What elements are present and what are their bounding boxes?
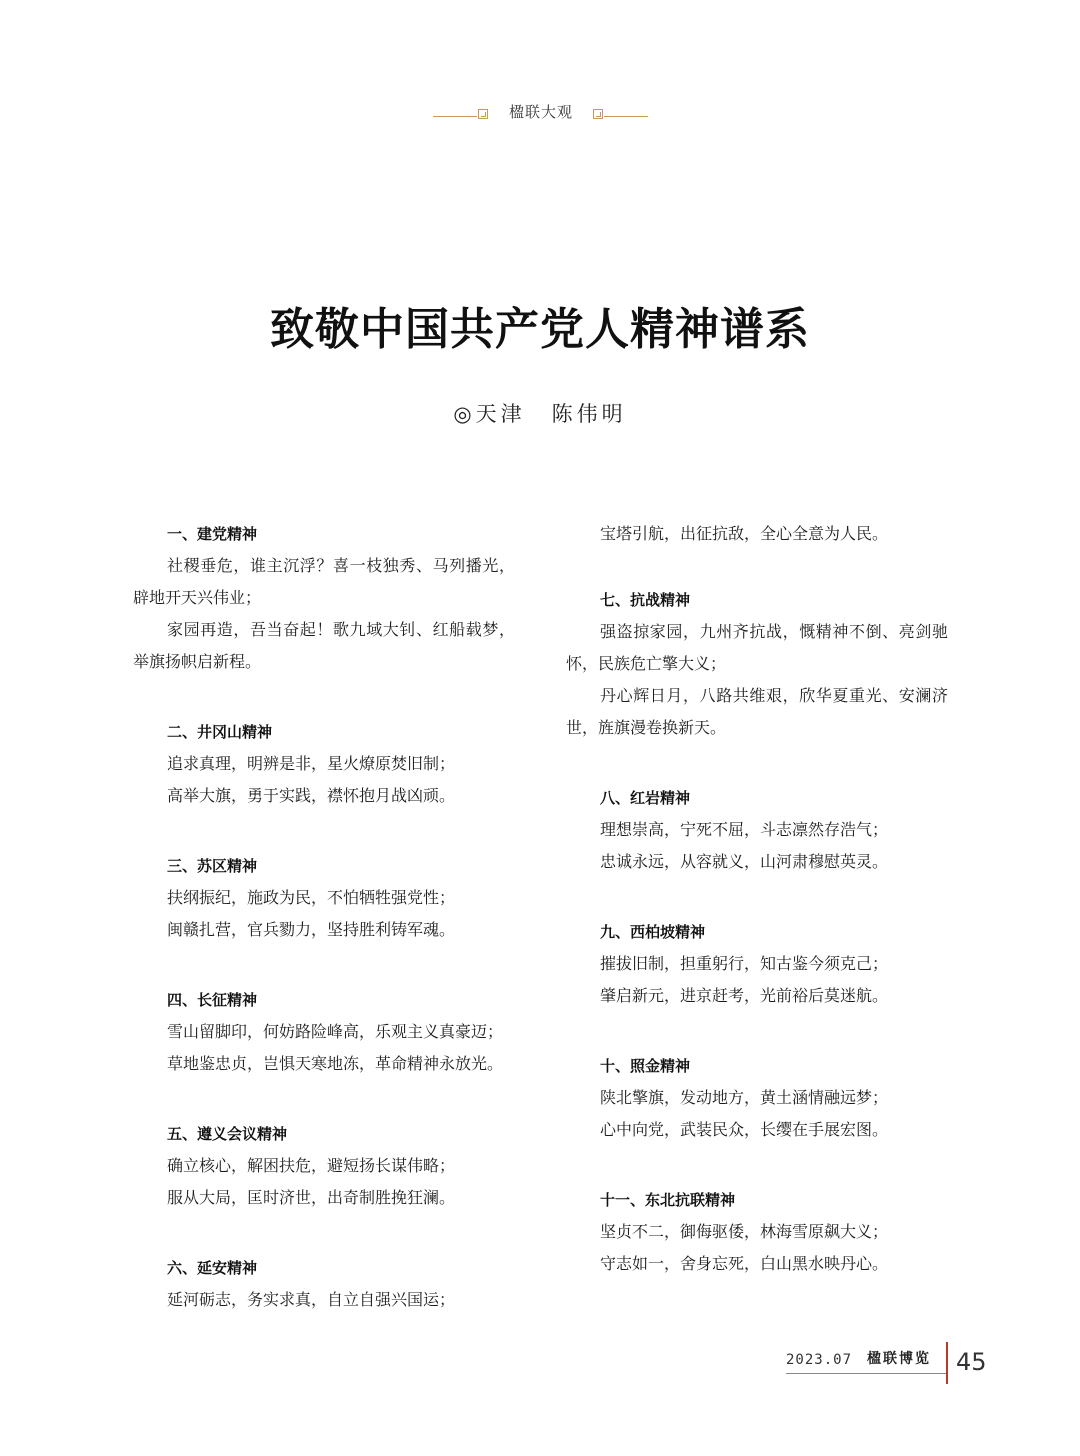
- author-location: ◎天津: [453, 402, 526, 426]
- header-rule-left: [433, 116, 477, 117]
- ornament-square-icon: [478, 109, 488, 119]
- section-title: 四、长征精神: [167, 991, 258, 1009]
- section-hongyan-spirit: [566, 782, 948, 878]
- magazine-name: 楹联博览: [867, 1351, 931, 1367]
- page-number: 45: [956, 1348, 987, 1376]
- couplet-line: 理想崇高，宁死不屈，斗志凛然存浩气；: [600, 820, 889, 839]
- section-title: 十一、东北抗联精神: [600, 1191, 736, 1209]
- couplet-line: 草地鉴忠贞，岂惧天寒地冻，革命精神永放光。: [167, 1054, 504, 1073]
- couplet-line: 陕北擎旗，发动地方，黄土涵情融远梦；: [600, 1088, 889, 1107]
- couplet-line: 服从大局，匡时济世，出奇制胜挽狂澜。: [167, 1188, 456, 1207]
- author-name: 陈伟明: [551, 402, 627, 426]
- section-title: 九、西柏坡精神: [600, 923, 706, 941]
- couplet-line: 延河砺志，务实求真，自立自强兴国运；: [167, 1290, 456, 1309]
- couplet-line: 闽赣扎营，官兵勠力，坚持胜利铸军魂。: [167, 920, 456, 939]
- section-title: 三、苏区精神: [167, 857, 258, 875]
- couplet-line: 守志如一，舍身忘死，白山黑水映丹心。: [600, 1254, 889, 1273]
- couplet-line: 忠诚永远，从容就义，山河肃穆慰英灵。: [600, 852, 889, 871]
- section-title: 七、抗战精神: [600, 591, 691, 609]
- section-title: 八、红岩精神: [600, 789, 691, 807]
- section-title: 二、井冈山精神: [167, 723, 273, 741]
- section-founding-spirit: [133, 518, 515, 678]
- column-header: [0, 100, 1080, 130]
- couplet-line: 家园再造，吾当奋起！歌九域大钊、红船载梦，举旗扬帜启新程。: [133, 620, 515, 671]
- couplet-line: 坚贞不二，御侮驱倭，林海雪原飙大义；: [600, 1222, 889, 1241]
- column-name: 楹联大观: [508, 103, 573, 121]
- section-zhaojin-spirit: [566, 1050, 948, 1146]
- text-column-right: [566, 518, 948, 1318]
- article-title: 致敬中国共产党人精神谱系: [270, 304, 810, 355]
- couplet-line: 确立核心，解困扶危，避短扬长谋伟略；: [167, 1156, 456, 1175]
- couplet-line: 宝塔引航，出征抗敌，全心全意为人民。: [600, 524, 889, 543]
- couplet-line: 雪山留脚印，何妨路险峰高，乐观主义真豪迈；: [167, 1022, 504, 1041]
- section-xibaipo-spirit: [566, 916, 948, 1012]
- section-soviet-area-spirit: [133, 850, 515, 946]
- couplet-line: 社稷垂危，谁主沉浮？喜一枝独秀、马列播光，辟地开天兴伟业；: [133, 556, 515, 607]
- header-rule-right: [604, 116, 648, 117]
- section-resistance-war-spirit: [566, 584, 948, 744]
- section-long-march-spirit: [133, 984, 515, 1080]
- footer-rule: [786, 1373, 946, 1374]
- ornament-square-icon: [593, 109, 603, 119]
- page-footer: [0, 1344, 1080, 1384]
- issue-date: 2023.07: [786, 1352, 853, 1368]
- article-author: [0, 398, 1080, 430]
- couplet-line: 高举大旗，勇于实践，襟怀抱月战凶顽。: [167, 786, 456, 805]
- section-yanan-spirit-continued: [566, 518, 948, 550]
- section-title: 五、遵义会议精神: [167, 1125, 288, 1143]
- couplet-line: 强盗掠家园，九州齐抗战，慨精神不倒、亮剑驰怀，民族危亡擎大义；: [566, 622, 948, 673]
- section-title: 六、延安精神: [167, 1259, 258, 1277]
- couplet-line: 摧拔旧制，担重躬行，知古鉴今须克己；: [600, 954, 889, 973]
- couplet-line: 心中向党，武装民众，长缨在手展宏图。: [600, 1120, 889, 1139]
- couplet-line: 扶纲振纪，施政为民，不怕牺牲强党性；: [167, 888, 456, 907]
- section-zunyi-spirit: [133, 1118, 515, 1214]
- text-column-left: [133, 518, 515, 1354]
- section-title: 十、照金精神: [600, 1057, 691, 1075]
- couplet-line: 丹心辉日月，八路共维艰，欣华夏重光、安澜济世，旌旗漫卷换新天。: [566, 686, 948, 737]
- section-northeast-anti-japanese-spirit: [566, 1184, 948, 1280]
- couplet-line: 肇启新元，进京赶考，光前裕后莫迷航。: [600, 986, 889, 1005]
- section-jinggangshan-spirit: [133, 716, 515, 812]
- section-title: 一、建党精神: [167, 525, 258, 543]
- footer-accent-bar: [946, 1342, 948, 1384]
- section-yanan-spirit: [133, 1252, 515, 1316]
- couplet-line: 追求真理，明辨是非，星火燎原焚旧制；: [167, 754, 456, 773]
